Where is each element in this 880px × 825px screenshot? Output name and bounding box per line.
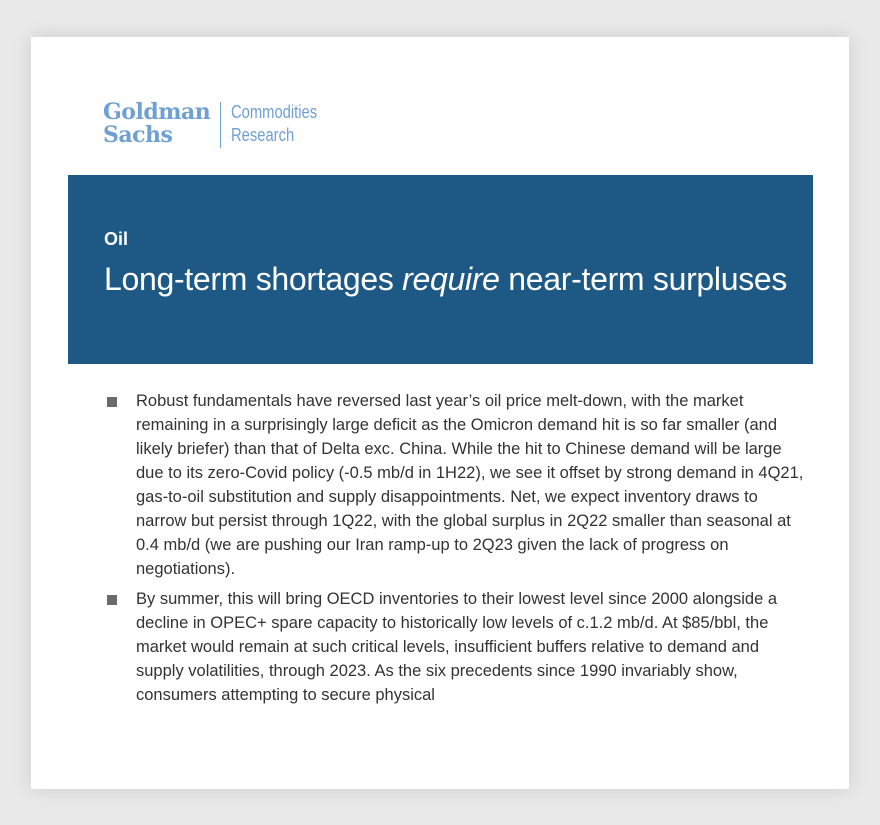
logo-line-2: Sachs <box>103 122 173 148</box>
section-label: Oil <box>104 229 129 249</box>
title-emphasis: require <box>402 261 500 297</box>
document-page <box>31 37 849 789</box>
logo-divider <box>220 102 221 148</box>
title-part-2: near-term surpluses <box>499 261 788 297</box>
bullet-text: Robust fundamentals have reversed last year’s oil price melt-down, with the market remaining in a surprisingly large deficit as the Omicron demand hit is so far smaller (and likely briefer) than that of Delta exc. China. While the hit to Chinese demand will be large due to its zero-Covid policy (-0.5 mb/d in 1H22), we see it offset by strong demand in 4Q21, gas-to-oil substitution and supply disappointments. Net, we expect inventory draws to narrow but persist through 1Q22, with the global surplus in 2Q22 smaller than seasonal at 0.4 mb/d (we are pushing our Iran ramp-up to 2Q23 given the lack of progress on negotiations). <box>136 392 804 578</box>
bullet-item <box>105 389 805 581</box>
logo-subtitle <box>231 101 317 147</box>
summary-bullets <box>105 389 805 713</box>
square-bullet-icon <box>107 595 117 605</box>
title-banner <box>68 175 813 364</box>
logo-wordmark <box>103 101 210 147</box>
goldman-sachs-logo <box>103 101 336 148</box>
bullet-text: By summer, this will bring OECD inventories to their lowest level since 2000 alongside a decline in OPEC+ spare capacity to historically low levels of c.1.2 mb/d. At $85/bbl, the market would remain at such critical levels, insufficient buffers relative to demand and supply volatilities, through 2023. As the six precedents since 1990 invariably show, consumers attempting to secure physical <box>136 590 778 704</box>
logo-sub-line-2: Research <box>231 125 295 145</box>
report-title <box>104 261 787 298</box>
logo-line-1: Goldman <box>103 99 211 125</box>
square-bullet-icon <box>107 397 117 407</box>
logo-sub-line-1: Commodities <box>231 102 318 122</box>
bullet-item <box>105 587 805 707</box>
title-part-1: Long-term shortages <box>104 261 403 297</box>
